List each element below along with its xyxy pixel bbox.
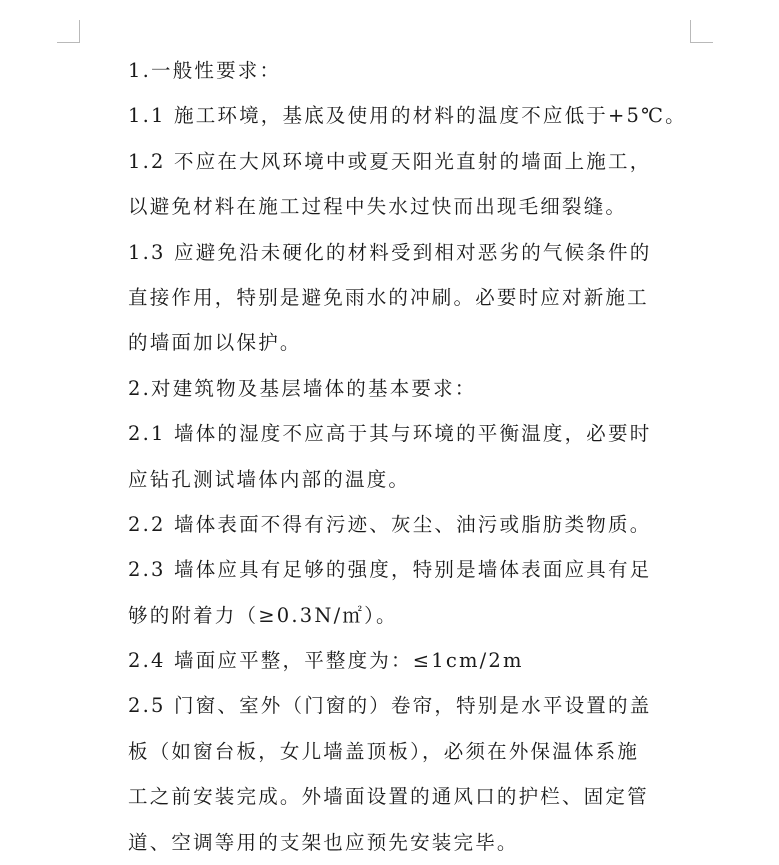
paragraph-line: 够的附着力（≥0.3N/㎡）。 xyxy=(128,603,398,627)
crop-mark-top-left xyxy=(57,20,80,43)
paragraph-line: 1.3 应避免沿未硬化的材料受到相对恶劣的气候条件的 xyxy=(128,240,652,264)
paragraph-line: 应钻孔测试墙体内部的温度。 xyxy=(128,467,411,491)
paragraph-line: 工之前安装完成。外墙面设置的通风口的护栏、固定管 xyxy=(128,785,649,809)
paragraph-line: 板（如窗台板，女儿墙盖顶板），必须在外保温体系施 xyxy=(128,739,640,763)
paragraph-line: 2.2 墙体表面不得有污迹、灰尘、油污或脂肪类物质。 xyxy=(128,512,652,536)
heading-wall-requirements: 2.对建筑物及基层墙体的基本要求： xyxy=(128,376,477,400)
paragraph-line: 直接作用，特别是避免雨水的冲刷。必要时应对新施工 xyxy=(128,285,649,309)
document-body xyxy=(128,48,728,865)
paragraph-line: 2.3 墙体应具有足够的强度，特别是墙体表面应具有足 xyxy=(128,558,652,582)
crop-mark-top-right xyxy=(690,20,713,43)
paragraph-line: 的墙面加以保护。 xyxy=(128,331,302,355)
paragraph-line: 2.1 墙体的湿度不应高于其与环境的平衡温度，必要时 xyxy=(128,422,652,446)
paragraph-line: 2.4 墙面应平整，平整度为：≤1cm/2m xyxy=(128,649,524,673)
paragraph-line: 以避免材料在施工过程中失水过快而出现毛细裂缝。 xyxy=(128,195,628,219)
heading-general-requirements: 1.一般性要求： xyxy=(128,59,282,82)
paragraph-line: 1.1 施工环境，基底及使用的材料的温度不应低于+5℃。 xyxy=(128,104,687,128)
paragraph-line: 道、空调等用的支架也应预先安装完毕。 xyxy=(128,830,519,854)
paragraph-line: 2.5 门窗、室外（门窗的）卷帘，特别是水平设置的盖 xyxy=(128,694,652,718)
paragraph-line: 1.2 不应在大风环境中或夏天阳光直射的墙面上施工， xyxy=(128,149,652,173)
